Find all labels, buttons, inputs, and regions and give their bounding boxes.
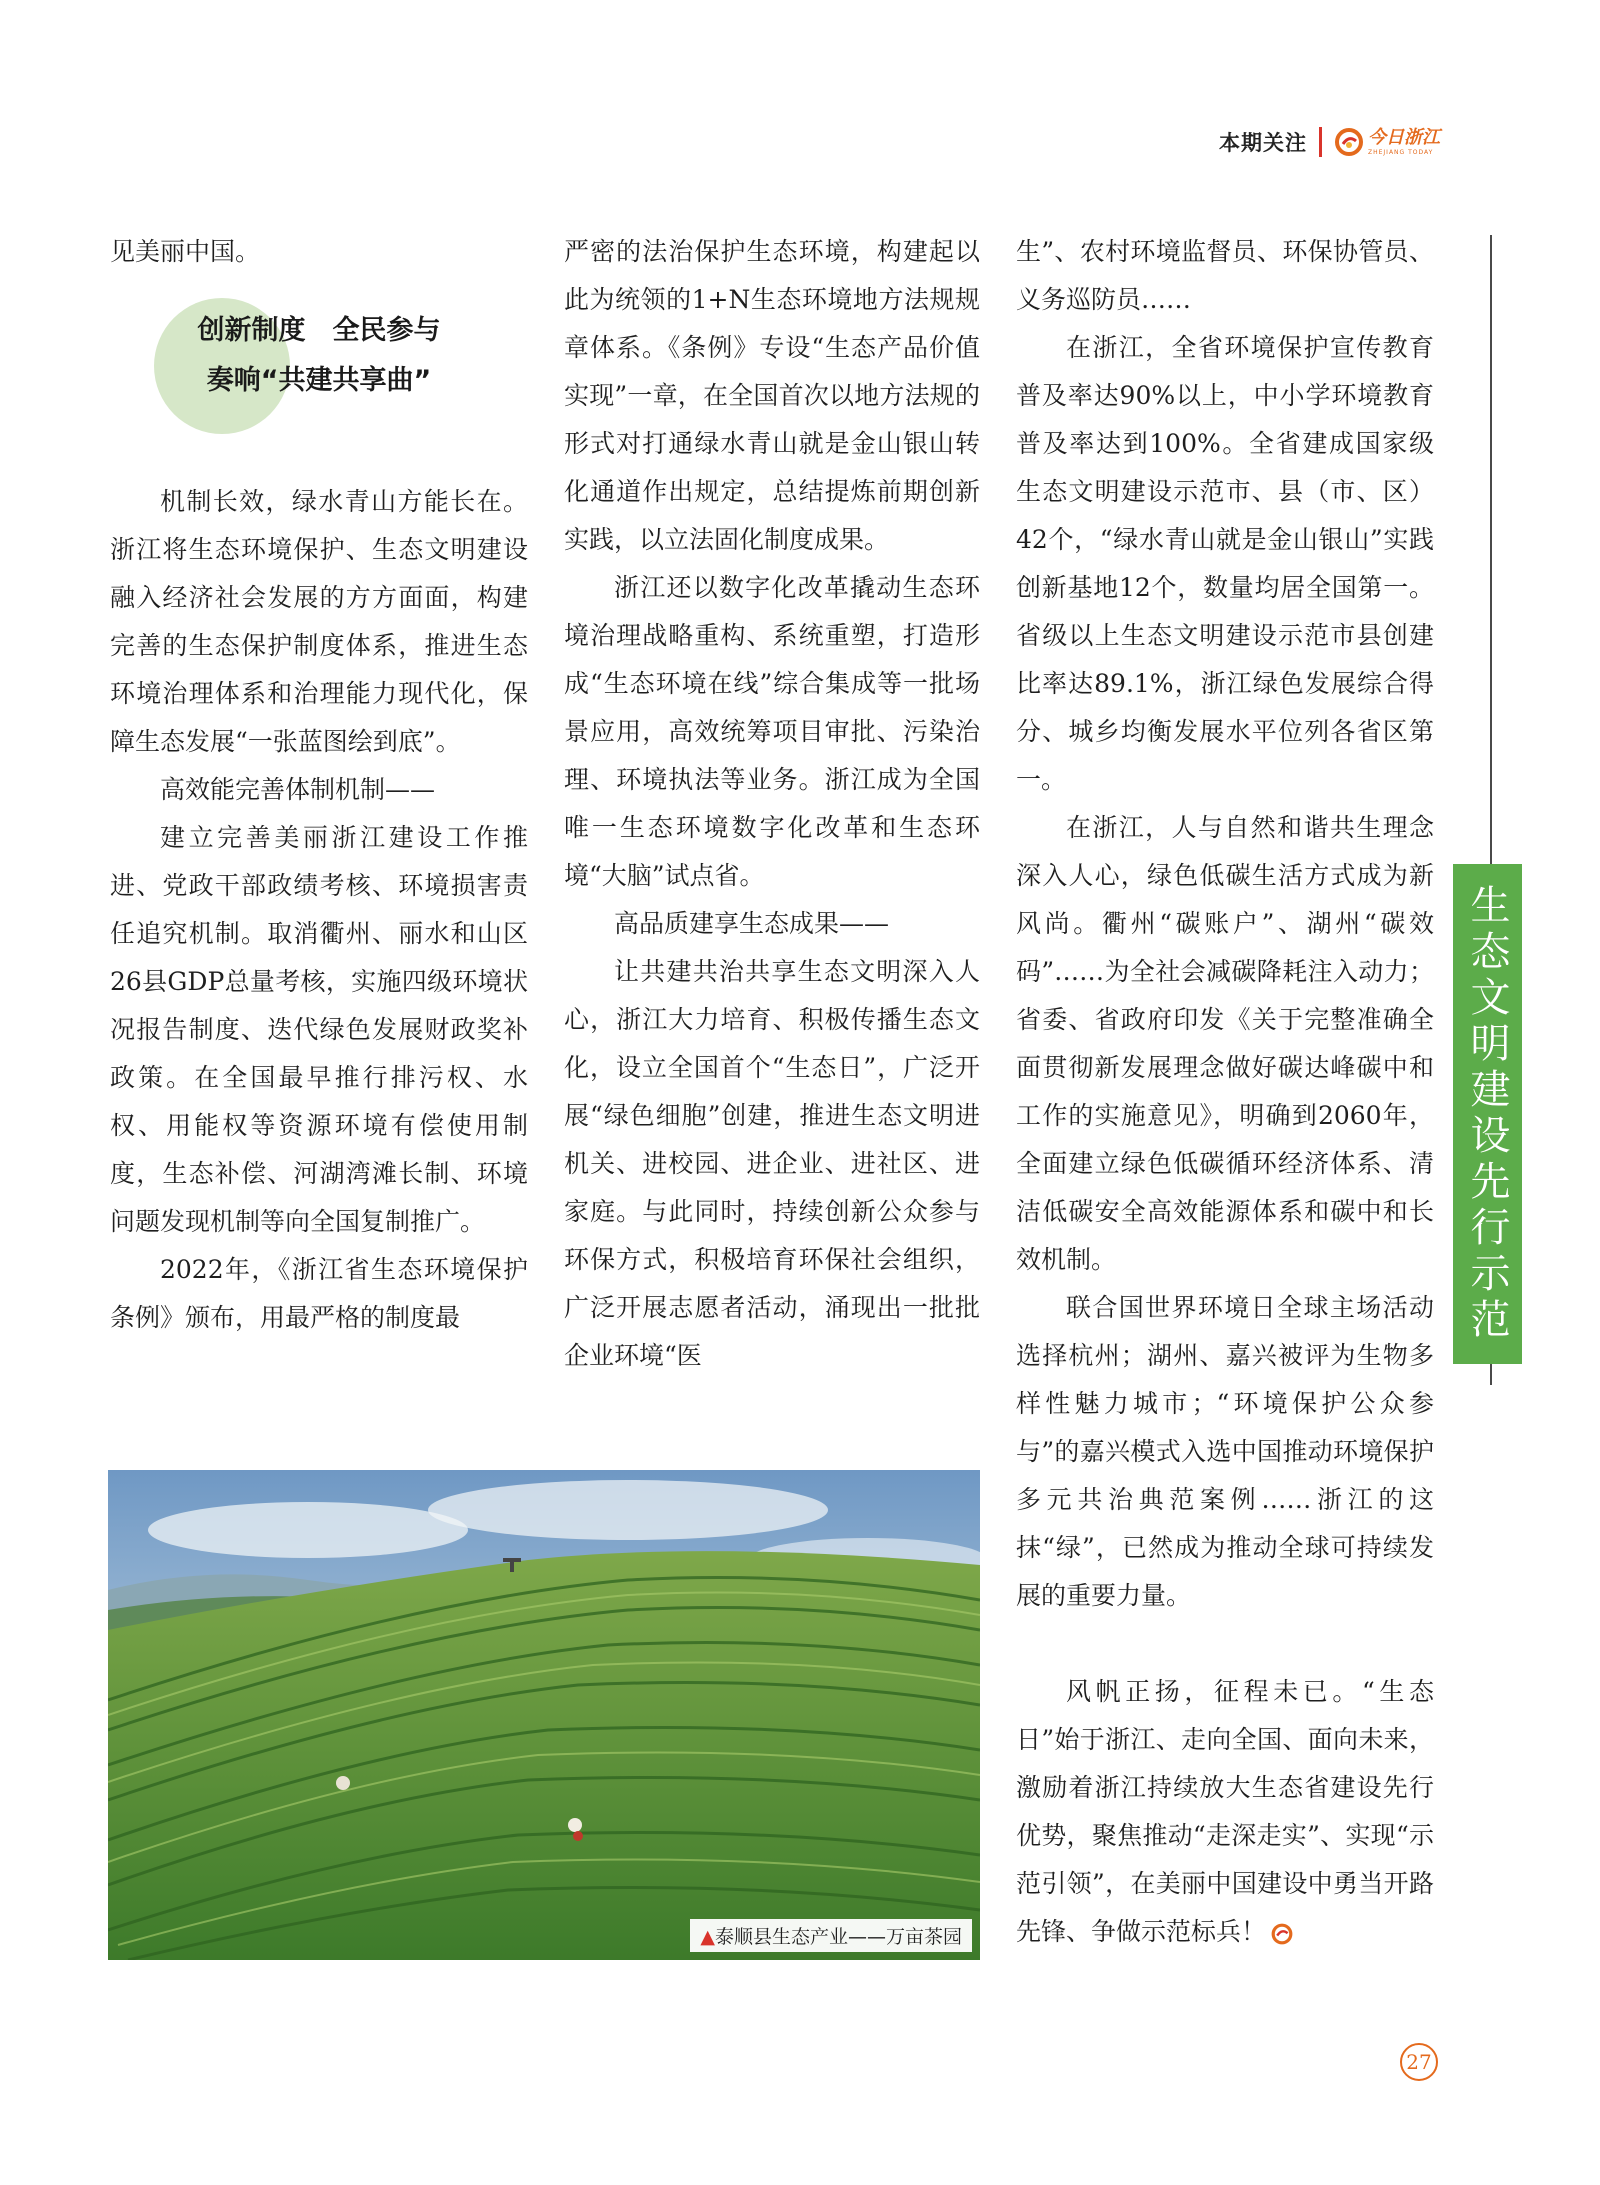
paragraph: 严密的法治保护生态环境，构建起以此为统领的1+N生态环境地方法规规章体系。《条例》专设“生态产品价值实现”一章，在全国首次以地方法规的形式对打通绿水青山就是金山银山转化通道作出规定，总结提炼前期创新实践，以立法固化制度成果。 xyxy=(564,237,980,554)
caption-marker-icon: ▲ xyxy=(700,1926,715,1948)
section-subheading xyxy=(110,298,528,468)
paragraph: 在浙江，全省环境保护宣传教育普及率达90%以上，中小学环境教育普及率达到100%。全省建成国家级生态文明建设示范市、县（市、区）42个，“绿水青山就是金山银山”实践创新基地12个，数量均居全国第一。省级以上生态文明建设示范市县创建比率达89.1%，浙江绿色发展综合得分、城乡均衡发展水平位列各省区第一。 xyxy=(1016,333,1434,794)
paragraph: 建立完善美丽浙江建设工作推进、党政干部政绩考核、环境损害责任追究机制。取消衢州、丽水和山区26县GDP总量考核，实施四级环境状况报告制度、迭代绿色发展财政奖补政策。在全国最早推行排污权、水权、用能权等资源环境有偿使用制度，生态补偿、河湖湾滩长制、环境问题发现机制等向全国复制推广。 xyxy=(110,823,528,1236)
paragraph: 机制长效，绿水青山方能长在。浙江将生态环境保护、生态文明建设融入经济社会发展的方方面面，构建完善的生态保护制度体系，推进生态环境治理体系和治理能力现代化，保障生态发展“一张蓝图绘到底”。 xyxy=(110,487,528,756)
page-header xyxy=(1219,122,1440,162)
page-number: 27 xyxy=(1400,2043,1438,2081)
end-mark-icon xyxy=(1270,1922,1294,1946)
paragraph-lead: 高品质建享生态成果—— xyxy=(614,909,890,938)
logo-title: 今日浙江 xyxy=(1368,126,1440,148)
subheading-line-1: 创新制度 全民参与 xyxy=(197,315,441,346)
subheading-line-2: 奏响“共建共享曲” xyxy=(206,365,432,396)
magazine-logo-icon xyxy=(1334,127,1364,157)
header-divider xyxy=(1319,127,1322,157)
paragraph: 2022年，《浙江省生态环境保护条例》颁布，用最严格的制度最 xyxy=(110,1255,528,1332)
text-column-1 xyxy=(110,228,528,1342)
text-column-3 xyxy=(1016,228,1434,1956)
magazine-logo xyxy=(1334,127,1440,157)
photo-caption xyxy=(690,1919,972,1952)
paragraph: 见美丽中国。 xyxy=(110,237,261,266)
section-label: 本期关注 xyxy=(1219,131,1307,155)
paragraph: 浙江还以数字化改革撬动生态环境治理战略重构、系统重塑，打造形成“生态环境在线”综合集成等一批场景应用，高效统筹项目审批、污染治理、环境执法等业务。浙江成为全国唯一生态环境数字化改革和生态环境“大脑”试点省。 xyxy=(564,573,980,890)
tea-garden-illustration xyxy=(108,1470,980,1960)
paragraph: 风帆正扬，征程未已。“生态日”始于浙江、走向全国、面向未来，激励着浙江持续放大生态省建设先行优势，聚焦推动“走深走实”、实现“示范引领”，在美丽中国建设中勇当开路先锋、争做示范标兵！ xyxy=(1016,1677,1434,1946)
tea-garden-photo xyxy=(108,1470,980,1960)
caption-text: 泰顺县生态产业——万亩茶园 xyxy=(714,1926,962,1948)
paragraph: 在浙江，人与自然和谐共生理念深入人心，绿色低碳生活方式成为新风尚。衢州“碳账户”、湖州“碳效码”……为全社会减碳降耗注入动力；省委、省政府印发《关于完整准确全面贯彻新发展理念做好碳达峰碳中和工作的实施意见》，明确到2060年，全面建立绿色低碳循环经济体系、清洁低碳安全高效能源体系和碳中和长效机制。 xyxy=(1016,813,1434,1274)
side-section-tab xyxy=(1453,864,1522,1364)
paragraph: 联合国世界环境日全球主场活动选择杭州；湖州、嘉兴被评为生物多样性魅力城市；“环境保护公众参与”的嘉兴模式入选中国推动环境保护多元共治典范案例……浙江的这抹“绿”，已然成为推动全球可持续发展的重要力量。 xyxy=(1016,1293,1434,1610)
paragraph: 让共建共治共享生态文明深入人心，浙江大力培育、积极传播生态文化，设立全国首个“生态日”，广泛开展“绿色细胞”创建，推进生态文明进机关、进校园、进企业、进社区、进家庭。与此同时，持续创新公众参与环保方式，积极培育环保社会组织，广泛开展志愿者活动，涌现出一批批企业环境“医 xyxy=(564,957,980,1370)
paragraph: 生”、农村环境监督员、环保协管员、义务巡防员…… xyxy=(1016,237,1434,314)
text-column-2 xyxy=(564,228,980,1380)
side-tab-label: 生态文明建设先行示范 xyxy=(1464,884,1510,1344)
paragraph-lead: 高效能完善体制机制—— xyxy=(160,775,436,804)
logo-subtitle: ZHEJIANG TODAY xyxy=(1368,148,1434,156)
